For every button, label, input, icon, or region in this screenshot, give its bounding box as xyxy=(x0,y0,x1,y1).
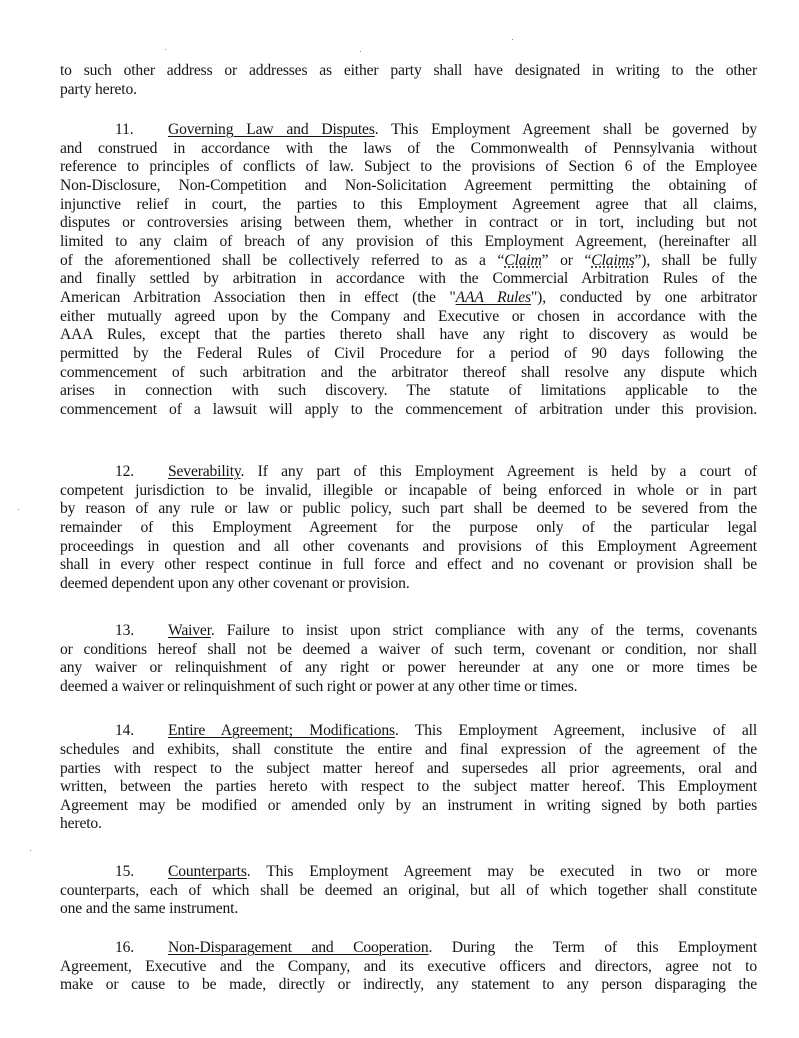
text-line: or conditions hereof shall not be deemed a waiver of such term, covenant or condition, nor shall xyxy=(60,641,757,658)
text-line: schedules and exhibits, shall constitute the entire and final expression of the agreement of the xyxy=(60,741,757,758)
text-line: proceedings in question and all other covenants and provisions of this Employment Agreement xyxy=(60,538,757,555)
section-first-line xyxy=(60,120,757,139)
section-number: 14. xyxy=(115,722,135,739)
text-line: and finally settled by arbitration in accordance with the Commercial Arbitration Rules of the xyxy=(60,270,757,287)
text-line: arises in connection with such discovery. The statute of limitations applicable to the xyxy=(60,382,757,399)
section-first-line-text: . This Employment Agreement may be executed in two or more xyxy=(246,863,757,880)
text-line: limited to any claim of breach of any provision of this Employment Agreement, (hereinafter all xyxy=(60,233,757,250)
text-line: either mutually agreed upon by the Company and Executive or chosen in accordance with the xyxy=(60,308,757,325)
scan-speck xyxy=(512,39,513,40)
text-line: parties with respect to the subject matter hereof and supersedes all prior agreements, oral and xyxy=(60,760,757,777)
section-heading: Severability xyxy=(168,463,241,480)
text-line: hereto. xyxy=(60,815,102,832)
section-first-line xyxy=(60,621,757,640)
section-first-line-text: . This Employment Agreement shall be governed by xyxy=(374,121,757,138)
defined-term-claim: Claim xyxy=(504,252,542,269)
text-line: Agreement, Executive and the Company, and its executive officers and directors, agree not to xyxy=(60,958,757,975)
section-first-line-text: . This Employment Agreement, inclusive of all xyxy=(394,722,757,739)
scan-speck xyxy=(18,509,19,510)
text-line: AAA Rules, except that the parties thereto shall have any right to discovery as would be xyxy=(60,326,757,343)
section-number: 12. xyxy=(115,463,135,480)
section-heading: Waiver xyxy=(168,622,211,639)
defined-term-claims: Claims xyxy=(591,252,635,269)
section-first-line xyxy=(60,462,757,481)
text-line: any waiver or relinquishment of any right or power hereunder at any one or more times be xyxy=(60,659,757,676)
aaa-rules-line xyxy=(60,288,757,307)
defined-term-aaa-rules: AAA Rules xyxy=(455,289,531,306)
text-line: remainder of this Employment Agreement for the purpose only of the particular legal xyxy=(60,519,757,536)
section-first-line-text: . During the Term of this Employment xyxy=(428,939,758,956)
section-heading: Entire Agreement; Modifications xyxy=(168,722,395,739)
text-segment: of the aforementioned shall be collectively referred to as a “ xyxy=(60,252,505,269)
text-line: counterparts, each of which shall be deemed an original, but all of which together shall constitute xyxy=(60,882,757,899)
text-line: shall in every other respect continue in full force and effect and no covenant or provision shall be xyxy=(60,556,757,573)
text-segment: "), conducted by one arbitrator xyxy=(530,289,757,306)
text-line: commencement of a lawsuit will apply to the commencement of arbitration under this provision. xyxy=(60,401,757,418)
scan-speck xyxy=(30,850,31,851)
text-line: and construed in accordance with the laws of the Commonwealth of Pennsylvania without xyxy=(60,140,757,157)
text-line: Non-Disclosure, Non-Competition and Non-Solicitation Agreement permitting the obtaining of xyxy=(60,177,757,194)
text-line: written, between the parties hereto with respect to the subject matter hereof. This Employment xyxy=(60,778,757,795)
section-heading: Governing Law and Disputes xyxy=(168,121,375,138)
section-first-line xyxy=(60,721,757,740)
text-line: permitted by the Federal Rules of Civil Procedure for a period of 90 days following the xyxy=(60,345,757,362)
text-line: deemed a waiver or relinquishment of such right or power at any other time or times. xyxy=(60,678,578,695)
scan-speck xyxy=(360,51,361,52)
text-line: disputes or controversies arising between them, whether in contract or in tort, including but not xyxy=(60,214,757,231)
text-line: competent jurisdiction to be invalid, illegible or incapable of being enforced in whole or in part xyxy=(60,482,757,499)
text-line: one and the same instrument. xyxy=(60,900,239,917)
section-first-line-text: . Failure to insist upon strict compliance with any of the terms, covenants xyxy=(210,622,757,639)
text-line: make or cause to be made, directly or indirectly, any statement to any person disparaging the xyxy=(60,976,757,993)
text-line: injunctive relief in court, the parties to this Employment Agreement agree that all claims, xyxy=(60,196,757,213)
text-line: to such other address or addresses as either party shall have designated in writing to the other xyxy=(60,62,757,79)
section-first-line xyxy=(60,938,757,957)
text-line: by reason of any rule or law or public policy, such part shall be deemed to be severed from the xyxy=(60,500,757,517)
scan-speck xyxy=(165,49,166,50)
section-number: 16. xyxy=(115,939,135,956)
text-line: Agreement may be modified or amended only by an instrument in writing signed by both parties xyxy=(60,797,757,814)
section-first-line xyxy=(60,862,757,881)
text-segment: ” or “ xyxy=(541,252,592,269)
text-line: commencement of such arbitration and the arbitrator thereof shall resolve any dispute which xyxy=(60,364,757,381)
text-line: reference to principles of conflicts of law. Subject to the provisions of Section 6 of the Employee xyxy=(60,158,757,175)
text-line: deemed dependent upon any other covenant or provision. xyxy=(60,575,410,592)
section-heading: Counterparts xyxy=(168,863,247,880)
section-number: 11. xyxy=(115,121,134,138)
text-segment: American Arbitration Association then in effect (the " xyxy=(60,289,456,306)
claim-definition-line xyxy=(60,251,757,270)
section-number: 13. xyxy=(115,622,135,639)
section-first-line-text: . If any part of this Employment Agreement is held by a court of xyxy=(240,463,757,480)
text-line: party hereto. xyxy=(60,81,137,98)
section-heading: Non-Disparagement and Cooperation xyxy=(168,939,429,956)
text-segment: ”), shall be fully xyxy=(634,252,757,269)
section-number: 15. xyxy=(115,863,135,880)
